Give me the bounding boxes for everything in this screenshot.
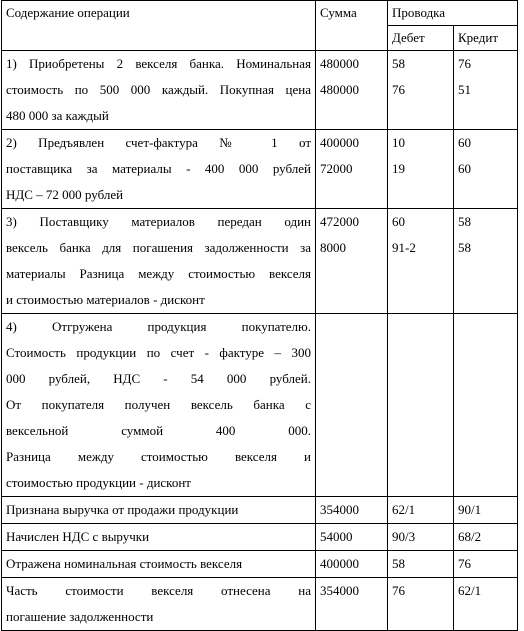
credit-account: 58 xyxy=(458,214,471,229)
sum-cell xyxy=(316,314,388,497)
sum-cell xyxy=(316,551,388,578)
credit-cell xyxy=(454,578,518,631)
debit-account: 76 xyxy=(392,82,405,97)
sum-value: 480000 xyxy=(320,82,359,97)
header-credit: Кредит xyxy=(454,26,518,51)
sum-value: 354000 xyxy=(320,583,359,598)
description-line: вексельной суммой 400 000. xyxy=(6,423,311,438)
credit-cell xyxy=(454,51,518,130)
debit-account: 58 xyxy=(392,56,405,71)
operation-description xyxy=(2,51,316,130)
credit-account: 68/2 xyxy=(458,529,482,544)
sum-value: 8000 xyxy=(320,240,346,255)
debit-account: 76 xyxy=(392,583,405,598)
description-line: 1) Приобретены 2 векселя банка. Номинальная xyxy=(6,56,311,71)
description-line: поставщика за материалы - 400 000 рублей xyxy=(6,161,311,176)
description-line: 000 рублей, НДС - 54 000 рублей. xyxy=(6,371,311,386)
credit-account: 60 xyxy=(458,161,471,176)
table-row xyxy=(2,314,518,497)
description-line: Стоимость продукции по счет - фактуре – 300 xyxy=(6,345,311,360)
sum-value: 480000 xyxy=(320,56,359,71)
sum-value: 354000 xyxy=(320,502,359,517)
debit-account: 60 xyxy=(392,214,405,229)
operations-body xyxy=(2,51,518,631)
description-line: Разница между стоимостью векселя и xyxy=(6,449,311,464)
credit-account: 76 xyxy=(458,56,471,71)
sum-value: 400000 xyxy=(320,556,359,571)
sum-value: 400000 xyxy=(320,135,359,150)
credit-account: 60 xyxy=(458,135,471,150)
header-entry: Проводка xyxy=(388,1,518,26)
debit-account: 19 xyxy=(392,161,405,176)
sum-cell xyxy=(316,497,388,524)
debit-cell xyxy=(388,314,454,497)
credit-cell xyxy=(454,497,518,524)
table-row xyxy=(2,130,518,209)
sum-cell xyxy=(316,209,388,314)
debit-cell xyxy=(388,130,454,209)
credit-cell xyxy=(454,130,518,209)
table-row xyxy=(2,51,518,130)
operation-description xyxy=(2,524,316,551)
description-line: 4) Отгружена продукция покупателю. xyxy=(6,319,311,334)
header-content: Содержание операции xyxy=(2,1,316,51)
operation-description xyxy=(2,551,316,578)
operation-description xyxy=(2,578,316,631)
credit-account: 58 xyxy=(458,240,471,255)
description-line: стоимость по 500 000 каждый. Покупная цена xyxy=(6,82,311,97)
debit-cell xyxy=(388,209,454,314)
table-row xyxy=(2,524,518,551)
table-row xyxy=(2,578,518,631)
description-line: Признана выручка от продажи продукции xyxy=(6,502,239,517)
description-line: и стоимостью материалов - дисконт xyxy=(6,292,205,307)
table-row xyxy=(2,497,518,524)
description-line: материалы Разница между стоимостью векселя xyxy=(6,266,311,281)
table-row xyxy=(2,551,518,578)
debit-account: 90/3 xyxy=(392,529,416,544)
credit-account: 62/1 xyxy=(458,583,482,598)
description-line: стоимостью продукции - дисконт xyxy=(6,475,191,490)
description-line: вексель банка для погашения задолженности за xyxy=(6,240,311,255)
sum-cell xyxy=(316,51,388,130)
description-line: Начислен НДС с выручки xyxy=(6,529,150,544)
header-debit: Дебет xyxy=(388,26,454,51)
operation-description xyxy=(2,314,316,497)
sum-value: 72000 xyxy=(320,161,353,176)
credit-account: 51 xyxy=(458,82,471,97)
sum-value: 54000 xyxy=(320,529,353,544)
table-row xyxy=(2,209,518,314)
operation-description xyxy=(2,497,316,524)
debit-account: 58 xyxy=(392,556,405,571)
description-line: погашение задолженности xyxy=(6,609,154,624)
description-line: НДС – 72 000 рублей xyxy=(6,187,124,202)
debit-cell xyxy=(388,51,454,130)
description-line: Часть стоимости векселя отнесена на xyxy=(6,583,311,598)
sum-cell xyxy=(316,578,388,631)
credit-cell xyxy=(454,209,518,314)
debit-cell xyxy=(388,524,454,551)
credit-cell xyxy=(454,551,518,578)
credit-cell xyxy=(454,314,518,497)
sum-cell xyxy=(316,130,388,209)
debit-account: 91-2 xyxy=(392,240,416,255)
credit-account: 90/1 xyxy=(458,502,482,517)
operation-description xyxy=(2,130,316,209)
operations-table xyxy=(1,0,518,631)
description-line: От покупателя получен вексель банка с xyxy=(6,397,311,412)
description-line: 2) Предъявлен счет-фактура № 1 от xyxy=(6,135,311,150)
sum-cell xyxy=(316,524,388,551)
debit-account: 62/1 xyxy=(392,502,416,517)
credit-account: 76 xyxy=(458,556,471,571)
operation-description xyxy=(2,209,316,314)
description-line: 3) Поставщику материалов передан один xyxy=(6,214,311,229)
description-line: 480 000 за каждый xyxy=(6,108,109,123)
debit-cell xyxy=(388,497,454,524)
sum-value: 472000 xyxy=(320,214,359,229)
credit-cell xyxy=(454,524,518,551)
debit-cell xyxy=(388,578,454,631)
description-line: Отражена номинальная стоимость векселя xyxy=(6,556,243,571)
debit-account: 10 xyxy=(392,135,405,150)
header-sum: Сумма xyxy=(316,1,388,51)
debit-cell xyxy=(388,551,454,578)
header-row-1 xyxy=(2,1,518,26)
